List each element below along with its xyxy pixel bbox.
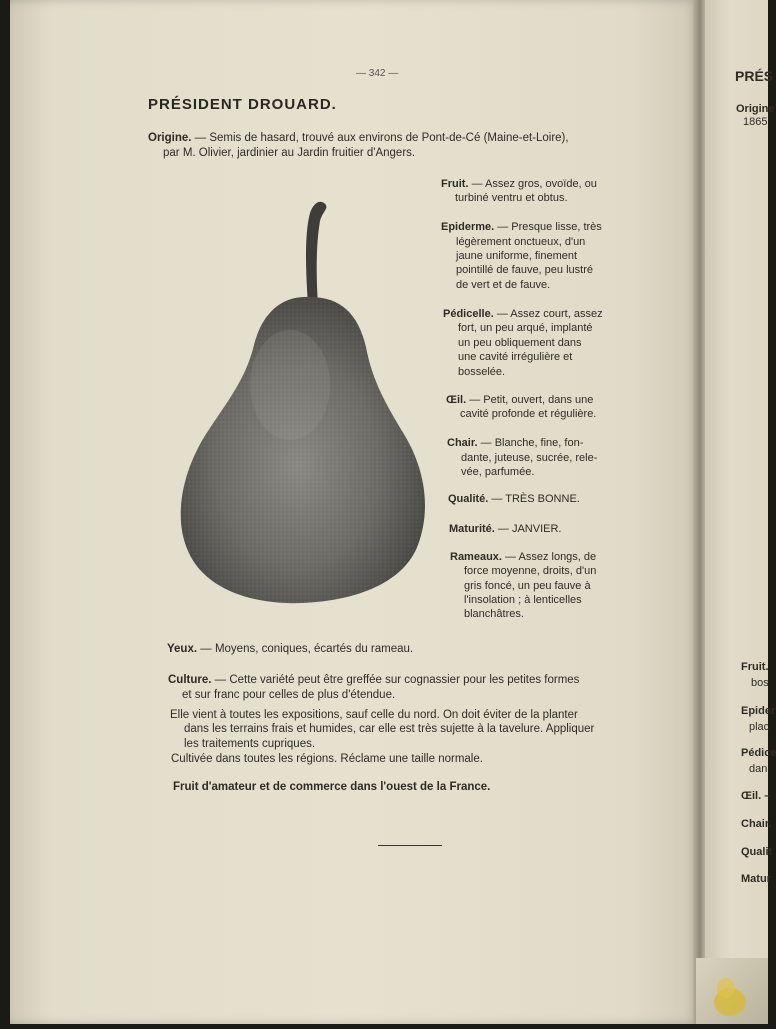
yeux-label: Yeux. — [167, 643, 198, 655]
end-rule — [378, 845, 442, 846]
epiderme-line-1 — [441, 220, 602, 235]
facing-label-3: Epider — [741, 705, 776, 717]
oeil-text: — Petit, ouvert, dans une — [469, 394, 594, 406]
rameaux-line-3: gris foncé, un peu fauve à — [464, 580, 591, 592]
yeux-line — [167, 642, 413, 657]
maturite-text: — JANVIER. — [497, 523, 562, 535]
rameaux-label: Rameaux. — [450, 551, 502, 563]
pedicelle-line-1 — [443, 307, 603, 322]
oeil-line-2: cavité profonde et régulière. — [460, 408, 597, 420]
facing-label-2: bos — [751, 677, 769, 689]
regions-paragraph: Cultivée dans toutes les régions. Réclame une taille normale. — [171, 753, 483, 765]
rameaux-line-4: l'insolation ; à lenticelles — [464, 594, 582, 606]
page-number: — 342 — — [356, 68, 399, 79]
oeil-label: Œil. — [446, 394, 467, 406]
pedicelle-label: Pédicelle. — [443, 308, 494, 320]
pedicelle-line-3: un peu obliquement dans — [458, 337, 582, 349]
facing-label-4: plac — [749, 721, 770, 733]
facing-page — [705, 0, 776, 1000]
chair-line-1 — [447, 436, 583, 451]
qualite-line — [448, 492, 580, 507]
pedicelle-line-5: bosselée. — [458, 366, 506, 378]
expositions-line-2: dans les terrains frais et humides, car elle est très sujette à la tavelure. Appliquer — [184, 723, 595, 735]
culture-line-1 — [168, 673, 579, 688]
origine-line-2: par M. Olivier, jardinier au Jardin fruitier d'Angers. — [163, 147, 416, 159]
origine-text-1: — Semis de hasard, trouvé aux environs de Pont-de-Cé (Maine-et-Loire), — [194, 132, 569, 144]
rameaux-text: — Assez longs, de — [505, 551, 597, 563]
fruit-line-2: turbiné ventru et obtus. — [455, 192, 568, 204]
fruit-text: — Assez gros, ovoïde, ou — [471, 178, 597, 190]
epiderme-line-5: de vert et de fauve. — [456, 279, 551, 291]
book-page — [10, 0, 700, 1024]
epiderme-line-3: jaune uniforme, finement — [456, 250, 578, 262]
expositions-line-1: Elle vient à toutes les expositions, sauf celle du nord. On doit éviter de la planter — [170, 709, 578, 721]
facing-label-7: Œil. – — [741, 790, 771, 802]
maturite-label: Maturité. — [449, 523, 495, 535]
origine-line-1 — [148, 131, 569, 146]
facing-title: PRÉS — [735, 68, 774, 84]
rameaux-line-5: blanchâtres. — [464, 608, 524, 620]
facing-label-6: dan — [749, 763, 768, 775]
facing-year: 1865 — [743, 116, 768, 128]
epiderme-label: Epiderme. — [441, 221, 495, 233]
pedicelle-text: — Assez court, assez — [496, 308, 603, 320]
chair-line-3: vée, parfumée. — [461, 466, 535, 478]
facing-origine: Origine — [736, 103, 775, 115]
rameaux-line-1 — [450, 550, 596, 565]
pear-stem — [306, 202, 326, 305]
origine-label: Origine. — [148, 132, 192, 144]
culture-label: Culture. — [168, 674, 212, 686]
chair-text: — Blanche, fine, fon- — [480, 437, 584, 449]
oeil-line-1 — [446, 393, 593, 408]
maturite-line — [449, 522, 561, 537]
facing-label-1: Fruit. — [741, 661, 769, 673]
rameaux-line-2: force moyenne, droits, d'un — [464, 565, 597, 577]
pear-illustration — [170, 195, 430, 610]
expositions-line-3: les traitements cupriques. — [184, 738, 316, 750]
fruit-label: Fruit. — [441, 178, 469, 190]
page-title: PRÉSIDENT DROUARD. — [148, 96, 337, 113]
facing-label-9: Qualit — [741, 846, 773, 858]
epiderme-line-2: légèrement onctueux, d'un — [456, 236, 586, 248]
corner-thumbnail — [696, 958, 768, 1024]
pedicelle-line-4: une cavité irrégulière et — [458, 351, 573, 363]
pear-thumbnail-icon — [696, 958, 768, 1024]
chair-line-2: dante, juteuse, sucrée, rele- — [461, 452, 598, 464]
conclusion: Fruit d'amateur et de commerce dans l'ouest de la France. — [173, 781, 491, 793]
pedicelle-line-2: fort, un peu arqué, implanté — [458, 322, 593, 334]
culture-line-2: et sur franc pour celles de plus d'étendue. — [182, 689, 396, 701]
facing-label-5: Pédice — [741, 747, 776, 759]
yeux-text: — Moyens, coniques, écartés du rameau. — [200, 643, 414, 655]
qualite-text: — TRÈS BONNE. — [491, 493, 580, 505]
fruit-line-1 — [441, 177, 597, 192]
facing-label-10: Matur — [741, 873, 771, 885]
epiderme-text: — Presque lisse, très — [497, 221, 602, 233]
qualite-label: Qualité. — [448, 493, 489, 505]
facing-label-8: Chair. — [741, 818, 772, 830]
culture-text-1: — Cette variété peut être greffée sur cognassier pour les petites formes — [214, 674, 580, 686]
epiderme-line-4: pointillé de fauve, peu lustré — [456, 264, 593, 276]
chair-label: Chair. — [447, 437, 478, 449]
